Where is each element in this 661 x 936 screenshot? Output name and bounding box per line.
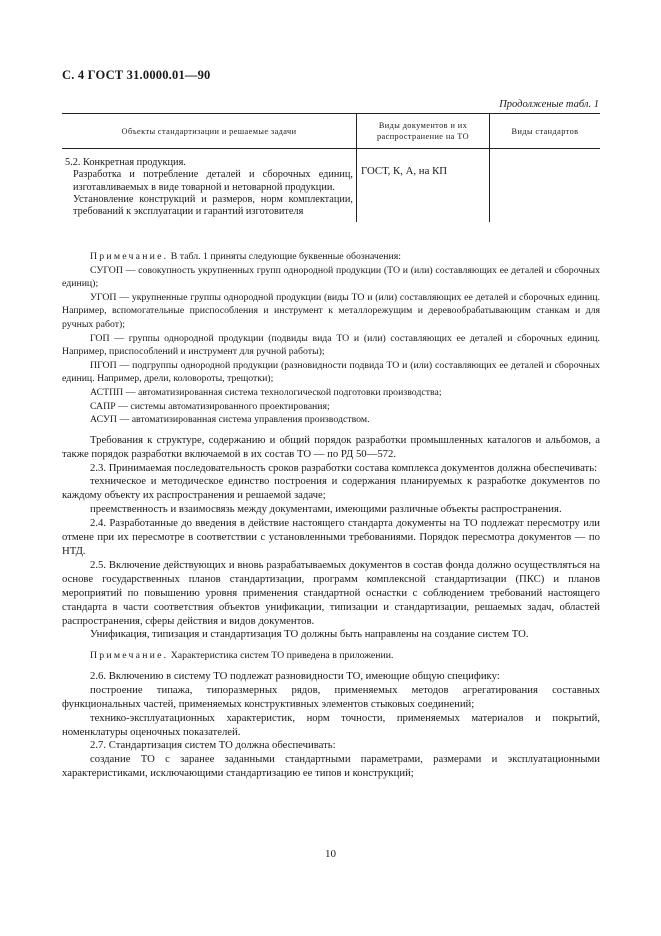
table-header-standards: Виды стандартов	[490, 114, 601, 149]
table-header-objects: Объекты стандартизации и решаемые задачи	[62, 114, 357, 149]
paragraph-2-3-b: преемственность и взаимосвязь между документами, имеющими различные объекты распространения.	[90, 503, 562, 516]
abbr-ugop: УГОП — укрупненные группы однородной продукции (виды ТО и (или) составляющих ее деталей и сборочных единиц. Например, вспомогательные приспособления и инструмент к металлорежущим и деревообрабатывающим станкам и для ручных работ);	[62, 291, 600, 330]
paragraph-2-4: 2.4. Разработанные до введения в действие настоящего стандарта документы на ТО подлежат пересмотру или отмене при их пересмотре в соответствии с установленными требованиями. Порядок пересмотра документов — по НТД.	[62, 517, 600, 557]
paragraph-2-5: 2.5. Включение действующих и вновь разрабатываемых документов в состав фонда должно осуществляться на основе государственных планов стандартизации, программ комплексной стандартизации (ПКС) и планов мероприятий по повышению уровня применения стандартной оснастки с соблюдением требований настоящего стандарта в части соответствия объектов унификации, типизации и стандартизации, решаемых задач, областей распространения, сферы действия и видов документов.	[62, 558, 600, 627]
table-header-row	[62, 114, 600, 149]
table-row	[62, 149, 600, 223]
abbr-sapr: САПР — системы автоматизированного проектирования;	[90, 400, 330, 412]
document-body	[62, 250, 600, 781]
note-systems: Примечание. Характеристика систем ТО приведена в приложении.	[90, 650, 394, 662]
paragraph-2-6: 2.6. Включению в систему ТО подлежат разновидности ТО, имеющие общую специфику:	[90, 669, 500, 682]
paragraph-2-7: 2.7. Стандартизация систем ТО должна обеспечивать:	[90, 739, 336, 752]
table-cell-doc-types: ГОСТ, К, А, на КП	[357, 149, 490, 223]
table-header-doc-types: Виды документов и их распространение на ТО	[357, 114, 490, 149]
abbr-astpp: АСТПП — автоматизированная система технологической подготовки производства;	[90, 386, 442, 398]
page-number: 10	[325, 848, 336, 860]
paragraph-2-3-a: техническое и методическое единство построения и содержания планируемых к разработке документов по каждому объекту их распространения и решаемой задаче;	[62, 475, 600, 502]
note2-label: Примечание.	[90, 650, 169, 662]
table-cell-objects	[62, 149, 357, 223]
row-item-1: Разработка и потребление деталей и сборочных единиц, изготавливаемых в виде товарной и нетоварной продукции.	[73, 169, 353, 193]
table-cell-standards	[490, 149, 601, 223]
paragraph-2-6-b: технико-эксплуатационных характеристик, норм точности, применяемых материалов и покрытий, номенклатуры оценочных показателей.	[62, 711, 600, 738]
paragraph-2-7-a: создание ТО с заранее заданными стандартными параметрами, размерами и эксплуатационными характеристиками, исключающими стандартизацию ее типов и конструкций;	[62, 753, 600, 780]
abbr-sugop: СУГОП — совокупность укрупненных групп однородной продукции (ТО и (или) составляющих ее деталей и сборочных единиц);	[62, 264, 600, 290]
table-continuation-label: Продолженые табл. 1	[499, 99, 599, 110]
abbr-pgop: ПГОП — подгруппы однородной продукции (разновидности подвида ТО и (или) составляющих ее деталей и сборочных единиц. Например, дрели, коловороты, трещотки);	[62, 359, 600, 385]
note-abbreviations	[62, 250, 600, 427]
paragraph-2-3: 2.3. Принимаемая последовательность сроков разработки состава комплекса документов должна обеспечивать:	[90, 461, 598, 474]
paragraph-2-6-a: построение типажа, типоразмерных рядов, применяемых методов агрегатирования составных функциональных частей, применяемых конструктивных элементов стыковых соединений;	[62, 683, 600, 710]
page-header: С. 4 ГОСТ 31.0000.01—90	[62, 68, 211, 82]
abbr-gop: ГОП — группы однородной продукции (подвиды вида ТО и (или) составляющих ее деталей и сборочных единиц. Например, приспособлений и инструмент для ручной работы);	[62, 332, 600, 358]
note-intro: Примечание. В табл. 1 приняты следующие буквенные обозначения:	[90, 251, 401, 262]
abbr-asup: АСУП — автоматизированная система управления производством.	[90, 414, 370, 426]
paragraph-systems: Унификация, типизация и стандартизация ТО должны быть направлены на создание систем ТО.	[90, 628, 529, 641]
paragraph-catalogs: Требования к структуре, содержанию и общий порядок разработки промышленных каталогов и альбомов, а также порядок разработки включаемой в их состав ТО — по РД 50—572.	[62, 433, 600, 460]
row-item-2: Установление конструкций и размеров, норм комплектации, требований к эксплуатации и гарантий изготовителя	[73, 193, 353, 218]
row-number: 5.2. Конкретная продукция.	[65, 157, 186, 168]
standards-table	[62, 113, 600, 222]
note-label: Примечание.	[90, 251, 169, 262]
